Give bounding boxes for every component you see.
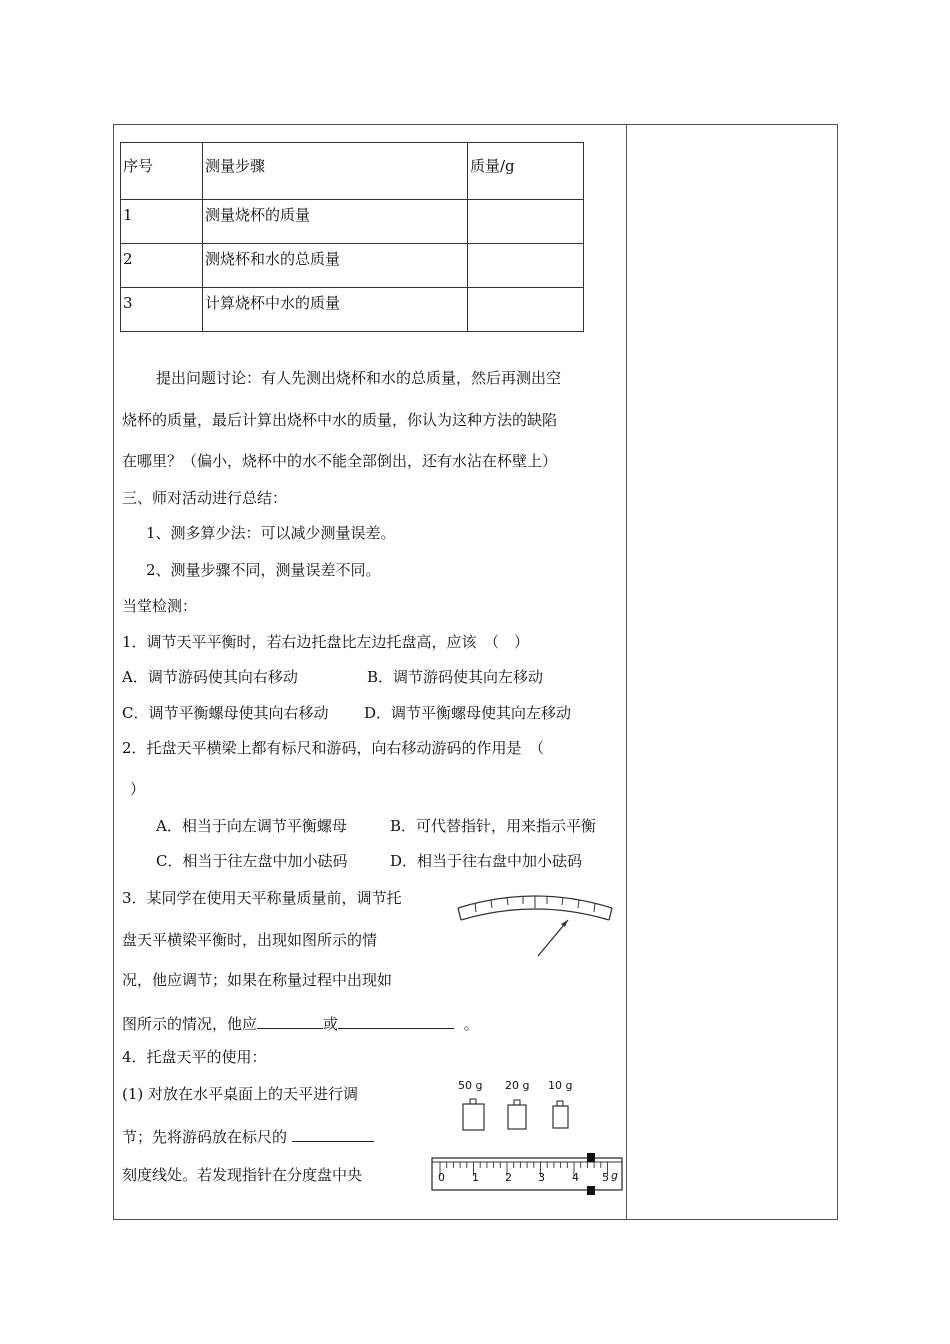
check-title: 当堂检测： xyxy=(122,597,198,615)
summary-item-2: 2、测量步骤不同，测量误差不同。 xyxy=(146,561,381,579)
table-header-row xyxy=(121,143,584,200)
row-mass xyxy=(468,244,584,288)
question-2-option-d: D．相当于往右盘中加小砝码 xyxy=(390,852,583,870)
ruler-tick-label-2: 2 xyxy=(505,1171,512,1184)
question-3-line-2: 盘天平横梁平衡时，出现如图所示的情 xyxy=(122,931,378,949)
ruler-tick-label-1: 1 xyxy=(472,1171,479,1184)
discussion-line-1: 提出问题讨论：有人先测出烧杯和水的总质量，然后再测出空 xyxy=(156,369,562,387)
table-row xyxy=(121,200,584,244)
question-2-option-c: C．相当于往左盘中加小砝码 xyxy=(156,852,348,870)
answer-blank-2 xyxy=(338,1012,454,1029)
row-mass xyxy=(468,200,584,244)
row-index: 3 xyxy=(121,288,203,332)
weight-20g xyxy=(508,1105,526,1129)
header-index: 序号 xyxy=(121,143,203,200)
row-step: 计算烧杯中水的质量 xyxy=(203,288,468,332)
question-3-text-b: 或 xyxy=(323,1015,339,1033)
column-divider xyxy=(626,124,627,1220)
question-3-line-1: 3．某同学在使用天平称量质量前，调节托 xyxy=(122,889,402,907)
weight-label-10: 10 g xyxy=(548,1079,573,1092)
ruler-tick-label-5: 5 xyxy=(602,1171,609,1184)
row-step: 测烧杯和水的总质量 xyxy=(203,244,468,288)
table-row xyxy=(121,244,584,288)
answer-blank-1 xyxy=(257,1012,323,1029)
weight-20g-knob xyxy=(514,1100,520,1105)
question-2: 2．托盘天平横梁上都有标尺和游码，向右移动游码的作用是 （ xyxy=(122,739,545,757)
weight-50g xyxy=(463,1104,484,1130)
summary-title: 三、师对活动进行总结： xyxy=(122,489,288,507)
question-4-line-2 xyxy=(122,1125,374,1147)
question-3-text-c: 。 xyxy=(463,1015,479,1033)
row-index: 2 xyxy=(121,244,203,288)
row-index: 1 xyxy=(121,200,203,244)
discussion-line-2: 烧杯的质量，最后计算出烧杯中水的质量，你认为这种方法的缺陷 xyxy=(122,411,558,429)
question-1-option-b: B．调节游码使其向左移动 xyxy=(367,668,544,686)
question-2-close: ） xyxy=(130,780,146,798)
row-mass xyxy=(468,288,584,332)
question-2-option-b: B．可代替指针，用来指示平衡 xyxy=(390,817,597,835)
question-4-line-3: 刻度线处。若发现指针在分度盘中央 xyxy=(122,1166,363,1184)
weight-10g xyxy=(553,1106,568,1128)
question-2-option-a: A．相当于向左调节平衡螺母 xyxy=(156,817,347,835)
ruler-tick-label-3: 3 xyxy=(538,1171,545,1184)
question-4-text: 节；先将游码放在标尺的 xyxy=(122,1128,288,1146)
question-1-option-a: A．调节游码使其向右移动 xyxy=(122,668,298,686)
weights-ruler-figure xyxy=(430,1092,630,1202)
question-3-line-4 xyxy=(122,1012,479,1034)
header-mass: 质量/g xyxy=(468,143,584,200)
question-1-option-c: C．调节平衡螺母使其向右移动 xyxy=(122,704,329,722)
row-step: 测量烧杯的质量 xyxy=(203,200,468,244)
discussion-line-3: 在哪里？（偏小，烧杯中的水不能全部倒出，还有水沾在杯壁上） xyxy=(122,452,558,470)
question-4-line-1: (1) 对放在水平桌面上的天平进行调 xyxy=(122,1085,359,1103)
question-1: 1．调节天平平衡时，若右边托盘比左边托盘高，应该 （ ） xyxy=(122,633,530,651)
rider-bottom xyxy=(587,1186,595,1195)
weight-label-50: 50 g xyxy=(458,1079,483,1092)
answer-blank-3 xyxy=(292,1125,374,1142)
ruler-tick-label-0: 0 xyxy=(438,1171,445,1184)
balance-dial-figure xyxy=(455,890,615,962)
question-1-option-d: D．调节平衡螺母使其向左移动 xyxy=(364,704,572,722)
ruler-unit: g xyxy=(611,1169,618,1182)
header-step: 测量步骤 xyxy=(203,143,468,200)
summary-item-1: 1、测多算少法：可以减少测量误差。 xyxy=(146,524,396,542)
question-3-line-3: 况，他应调节；如果在称量过程中出现如 xyxy=(122,971,393,989)
weight-50g-knob xyxy=(470,1099,476,1104)
weight-10g-knob xyxy=(557,1101,563,1106)
weight-label-20: 20 g xyxy=(505,1079,530,1092)
rider-top xyxy=(587,1153,595,1162)
ruler-tick-label-4: 4 xyxy=(572,1171,579,1184)
question-4: 4．托盘天平的使用： xyxy=(122,1048,267,1066)
table-row xyxy=(121,288,584,332)
measurement-table xyxy=(120,142,584,332)
question-3-text-a: 图所示的情况，他应 xyxy=(122,1015,258,1033)
